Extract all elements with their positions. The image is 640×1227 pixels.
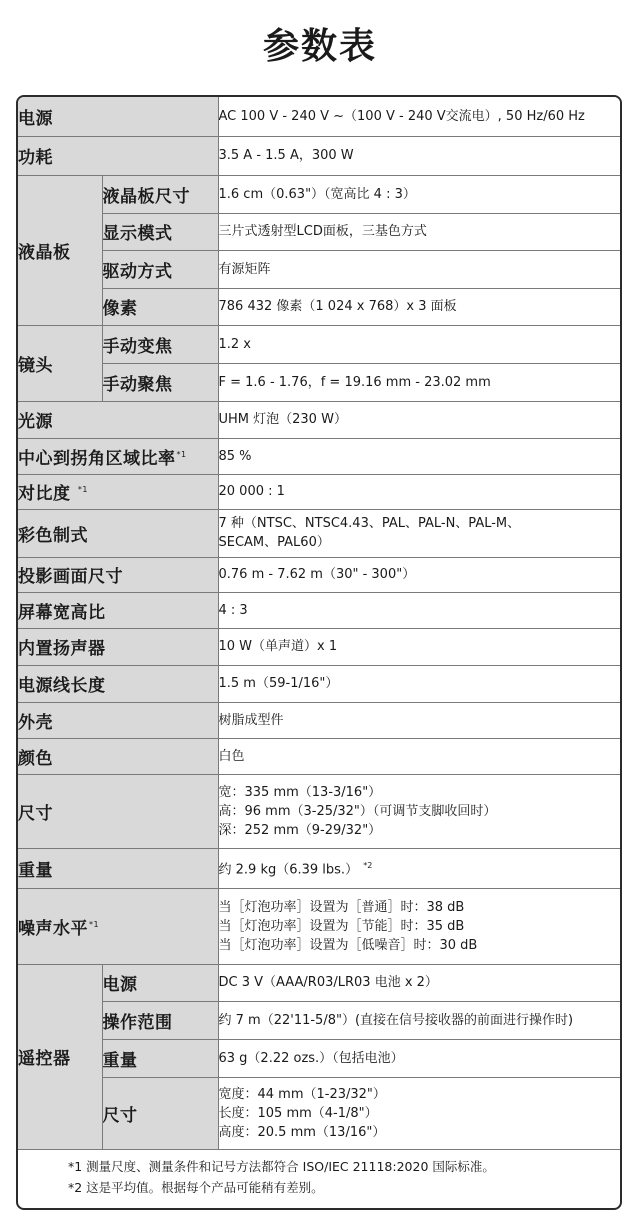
table-row	[18, 557, 620, 592]
table-row	[18, 509, 620, 557]
value-line: 宽度：44 mm（1-23/32"）	[218, 1086, 386, 1102]
row-value: 树脂成型件	[218, 702, 620, 738]
group-label-lcd: 液晶板	[18, 175, 102, 325]
value-line: 长度：105 mm（4-1/8"）	[218, 1105, 378, 1121]
sub-label: 驱动方式	[102, 250, 218, 288]
value-line: 当［灯泡功率］设置为［低噪音］时：30 dB	[218, 937, 478, 953]
footnote-1: *1 测量尺度、测量条件和记号方法都符合 ISO/IEC 21118:2020 国际标准。	[68, 1159, 495, 1174]
row-value: 786 432 像素（1 024 x 768）x 3 面板	[218, 288, 620, 325]
row-value: 4 : 3	[218, 592, 620, 628]
row-label: 尺寸	[18, 774, 218, 848]
page-title: 参数表	[262, 26, 377, 67]
spec-table-frame	[16, 95, 622, 1210]
sub-label: 重量	[102, 1039, 218, 1077]
table-row	[18, 175, 620, 213]
row-value: 白色	[218, 738, 620, 774]
row-value	[218, 509, 620, 557]
value-line: 7 种（NTSC、NTSC4.43、PAL、PAL-N、PAL-M、	[218, 516, 521, 531]
table-row	[18, 250, 620, 288]
row-value: 0.76 m - 7.62 m（30" - 300"）	[218, 557, 620, 592]
table-row	[18, 438, 620, 474]
sub-label: 电源	[102, 964, 218, 1001]
table-row	[18, 325, 620, 363]
footnote-mark: *1	[77, 485, 89, 495]
sub-label: 手动聚焦	[102, 363, 218, 401]
row-value: F = 1.6 - 1.76，f = 19.16 mm - 23.02 mm	[218, 363, 620, 401]
spec-table	[18, 97, 620, 1150]
table-row	[18, 213, 620, 250]
table-row	[18, 702, 620, 738]
table-row	[18, 401, 620, 438]
table-row	[18, 888, 620, 964]
row-label: 光源	[18, 401, 218, 438]
footnote-mark: *2	[363, 861, 373, 871]
value-line: 当［灯泡功率］设置为［节能］时：35 dB	[218, 918, 465, 934]
sub-label: 显示模式	[102, 213, 218, 250]
group-label-lens: 镜头	[18, 325, 102, 401]
row-label: 电源线长度	[18, 665, 218, 702]
row-value: 63 g（2.22 ozs.）（包括电池）	[218, 1039, 620, 1077]
value-line: 高度：20.5 mm（13/16"）	[218, 1124, 386, 1140]
value-text: 约 2.9 kg（6.39 lbs.）	[218, 862, 359, 878]
table-row	[18, 628, 620, 665]
row-value: 20 000 : 1	[218, 474, 620, 509]
footnote-mark: *1	[176, 449, 187, 459]
row-value	[218, 1077, 620, 1149]
table-row	[18, 1039, 620, 1077]
sub-label: 尺寸	[102, 1077, 218, 1149]
row-label: 功耗	[18, 136, 218, 175]
value-line: SECAM、PAL60）	[218, 535, 330, 550]
row-value	[218, 848, 620, 888]
table-row	[18, 592, 620, 628]
value-line: 宽：335 mm（13-3/16"）	[218, 784, 382, 800]
sub-label: 操作范围	[102, 1001, 218, 1039]
table-row	[18, 288, 620, 325]
table-row	[18, 1077, 620, 1149]
row-value: UHM 灯泡（230 W）	[218, 401, 620, 438]
table-row	[18, 474, 620, 509]
row-label	[18, 888, 218, 964]
value-line: 高：96 mm（3-25/32"）（可调节支脚收回时）	[218, 803, 497, 819]
row-label: 内置扬声器	[18, 628, 218, 665]
table-row	[18, 363, 620, 401]
table-row	[18, 774, 620, 848]
row-label: 投影画面尺寸	[18, 557, 218, 592]
sub-label: 液晶板尺寸	[102, 175, 218, 213]
row-value: 1.6 cm（0.63"）（宽高比 4 : 3）	[218, 175, 620, 213]
group-label-remote: 遥控器	[18, 964, 102, 1149]
footnotes	[18, 1146, 620, 1208]
row-value: 1.2 x	[218, 325, 620, 363]
table-row	[18, 97, 620, 136]
row-label: 电源	[18, 97, 218, 136]
row-value: 三片式透射型LCD面板，三基色方式	[218, 213, 620, 250]
table-row	[18, 738, 620, 774]
row-value: 约 7 m（22'11-5/8"）(直接在信号接收器的前面进行操作时)	[218, 1001, 620, 1039]
value-line: 当［灯泡功率］设置为［普通］时：38 dB	[218, 899, 465, 915]
row-value: 有源矩阵	[218, 250, 620, 288]
row-label: 重量	[18, 848, 218, 888]
row-value: 3.5 A - 1.5 A，300 W	[218, 136, 620, 175]
footnote-mark: *1	[89, 919, 100, 929]
row-label: 彩色制式	[18, 509, 218, 557]
row-label: 颜色	[18, 738, 218, 774]
label-text: 对比度	[18, 484, 71, 504]
row-value: 10 W（单声道）x 1	[218, 628, 620, 665]
table-row	[18, 136, 620, 175]
row-value	[218, 888, 620, 964]
row-value: AC 100 V - 240 V ~（100 V - 240 V交流电）, 50 Hz/60 Hz	[218, 97, 620, 136]
value-line: 深：252 mm（9-29/32"）	[218, 822, 382, 838]
label-text: 噪声水平	[18, 918, 88, 939]
row-value	[218, 774, 620, 848]
row-value: DC 3 V（AAA/R03/LR03 电池 x 2）	[218, 964, 620, 1001]
row-value: 85 %	[218, 438, 620, 474]
footnote-2: *2 这是平均值。根据每个产品可能稍有差别。	[68, 1180, 324, 1195]
sub-label: 像素	[102, 288, 218, 325]
row-label	[18, 474, 218, 509]
row-label: 外壳	[18, 702, 218, 738]
label-text: 中心到拐角区域比率	[18, 448, 176, 469]
table-row	[18, 964, 620, 1001]
table-row	[18, 848, 620, 888]
table-row	[18, 665, 620, 702]
table-row	[18, 1001, 620, 1039]
row-label	[18, 438, 218, 474]
sub-label: 手动变焦	[102, 325, 218, 363]
row-label: 屏幕宽高比	[18, 592, 218, 628]
row-value: 1.5 m（59-1/16"）	[218, 665, 620, 702]
